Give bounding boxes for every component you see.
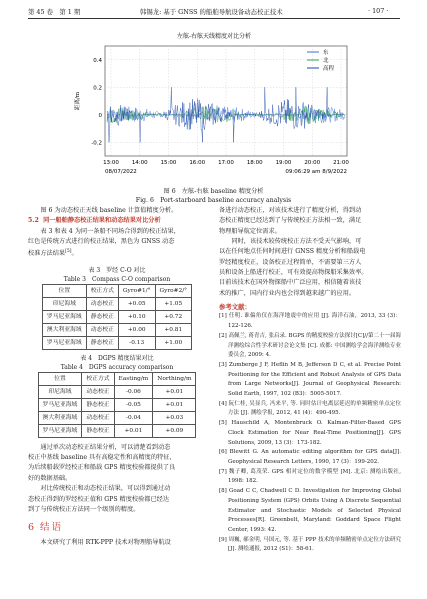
table-4 bbox=[38, 372, 197, 438]
table-cell: +0.81 bbox=[155, 323, 192, 336]
paragraph-comparison bbox=[28, 484, 206, 515]
table-header-row bbox=[42, 284, 191, 297]
table-cell: 印尼海域 bbox=[38, 385, 82, 398]
reference-item: [6] Blewitt G. An automatic editing algorithm for GPS data[J]. Geophysical Research Letters, 1990, 17 (3)：199-202. bbox=[219, 449, 401, 465]
reference-item: [4] 阮仁桂, 吴显兵, 冯来平, 等. 同时估计电离层延迟的单频精密单点定位方法 [J]. 测绘学报, 2012, 41 (4)：490-495. bbox=[219, 400, 401, 417]
table-header-row bbox=[38, 372, 196, 385]
column-header: Northing/m bbox=[153, 372, 196, 385]
table-row bbox=[38, 398, 196, 411]
reference-list bbox=[219, 312, 401, 555]
x-tick-label: 21:00 bbox=[333, 160, 349, 166]
y-tick-label: 0.2 bbox=[93, 85, 102, 92]
header-volume: 第 45 卷 第 1 期 bbox=[28, 8, 81, 16]
section-title: 同一船舶静态校正结果和动态结果对比分析 bbox=[43, 217, 161, 225]
table-row bbox=[38, 424, 196, 437]
table-4-caption-cn: 表 4 DGPS 精度结果对比 bbox=[80, 354, 154, 362]
text-line: 到了与传统校正方法同一个级别的精度。 bbox=[28, 505, 140, 513]
text-line: 校准方法结果 bbox=[28, 250, 66, 258]
text-line: 态校正得到的罗经校正值和 GPS 精度校验都已经达 bbox=[28, 495, 170, 503]
column-header: 位置 bbox=[38, 372, 82, 385]
table-cell: +0.01 bbox=[114, 424, 153, 437]
paragraph-fig6-note: 图 6 为动态校正天线 baseline 计算值精度分析。 bbox=[40, 207, 178, 214]
x-tick-label: 18:00 bbox=[246, 160, 263, 166]
section-number: 5.2 bbox=[28, 217, 39, 225]
right-column bbox=[219, 206, 401, 555]
table-cell: +0.00 bbox=[118, 323, 155, 336]
legend-label: 北 bbox=[323, 58, 329, 64]
table-cell: 静态校正 bbox=[82, 398, 114, 411]
x-tick-label: 14:00 bbox=[131, 160, 148, 166]
reference-item: [2] 高佩兰, 蒋青吉, 张启录. BGPS 的精度校验方法探讨[C]//第二十一届海洋测绘综合性学术研讨会论文集 [C]. 成都: 中国测绘学会海洋测绘专业委员会, 2009: 4. bbox=[219, 332, 401, 359]
x-tick-label: 17:00 bbox=[218, 160, 234, 166]
text-line: 好的数据基础。 bbox=[28, 474, 72, 482]
text-line: 同时，该技术较传统校正方法不受天气影响，可 bbox=[231, 238, 362, 246]
x-tick-label: 15:00 bbox=[160, 160, 177, 166]
table-cell: 动态校正 bbox=[82, 385, 114, 398]
table-cell: +0.09 bbox=[153, 424, 196, 437]
table-4-caption-en: Table 4 DGPS accuracy comparison bbox=[60, 363, 174, 371]
table-cell: +1.05 bbox=[155, 297, 192, 310]
paragraph-advantages bbox=[219, 237, 401, 299]
table-cell: 静态校正 bbox=[82, 424, 114, 437]
header-rule bbox=[28, 18, 400, 19]
column-header: Gyro#2/° bbox=[155, 284, 192, 297]
text-line: 态校正精度已经达到了与传统校正方法相一致，满足 bbox=[219, 217, 362, 225]
section-5-2-heading bbox=[28, 216, 206, 226]
header-title: 韩锡龙: 基于 GNSS 的船舶导航设备动态校正技术 bbox=[140, 8, 283, 16]
y-axis-label: 距离/m bbox=[75, 91, 81, 111]
table-cell: 澳大利亚海域 bbox=[38, 411, 82, 424]
reference-item: [3] Zumberge J F, Heflin M B, Jefferson D C, et al. Precise Point Positioning for the Efficient and Robust Analysis of GPS Data from Large Networks[J]. Journal of Geophysical Research: Solid Earth, 1997, 102 (B3)：5005-5017. bbox=[219, 361, 401, 398]
table-row bbox=[42, 336, 191, 349]
chart-title: 左舷-右舷天线精度对比分析 bbox=[176, 33, 252, 40]
text-line: 术的推广，国内行业内也会得到越来越广的应用。 bbox=[219, 289, 356, 297]
left-column bbox=[28, 206, 206, 549]
column-header: 校正方式 bbox=[82, 372, 114, 385]
y-tick-label: 0.4 bbox=[93, 57, 102, 64]
x-tick-label: 13:00 bbox=[103, 160, 119, 166]
x-tick-label: 19:00 bbox=[275, 160, 292, 166]
table-cell: 澳大利亚海域 bbox=[42, 323, 86, 336]
table-cell: +0.01 bbox=[153, 398, 196, 411]
table-cell: 动态校正 bbox=[82, 411, 114, 424]
reference-item: [5] Hauschild A, Montenbruck O. Kalman-Filter-Based GPS Clock Estimation for Near Real-Time Positioning[J]. GPS Solutions, 2009, 13 (3)：173-182. bbox=[219, 420, 401, 446]
y-tick-label: 0 bbox=[98, 112, 102, 119]
text-line: 为后续船载罗经校正和船载 GPS 精度校验都提供了良 bbox=[28, 464, 176, 472]
header-page-number: · 107 · bbox=[368, 7, 389, 15]
x-tick-label: 16:00 bbox=[189, 160, 206, 166]
baseline-accuracy-chart bbox=[71, 28, 357, 184]
text-line: 目前该技术在国外物探船中广泛应用，相信随着该技 bbox=[219, 279, 362, 287]
column-header: Easting/m bbox=[114, 372, 153, 385]
figure-caption-cn: 图 6 左舷-右舷 baseline 精度分析 bbox=[163, 188, 264, 195]
start-date: 08/07/2022 bbox=[105, 169, 137, 175]
paragraph-conclusion-cont bbox=[219, 206, 401, 237]
text-line: 备进行动态校正，对该技术进行了精度分析，得到动 bbox=[219, 207, 362, 214]
table-cell: 印尼海域 bbox=[42, 297, 86, 310]
reference-item: [1] 任明. 谁偏角仅在海洋地震中的应用 [J]. 海洋石油，2013, 33 (3)：122-126. bbox=[219, 313, 401, 330]
paragraph-single-calibration bbox=[28, 443, 206, 484]
table-cell: -0.13 bbox=[118, 336, 155, 349]
reference-item: [9] 周巍, 郝金明, 马国元, 等. 基于 PPP 技术的单频精密单点定位方法研究 [J]. 测绘通报, 2012 (S1)：58-61. bbox=[219, 536, 401, 553]
reference-item: [8] Goad C C, Chadwell C D. Investigation for Improving Global Positioning System (GPS) Orbits Using A Discrete Sequential Estimator and Stochastic Models of Selected Physical Processes[R]. Greenbelt, Maryland: Goddard Space Flight Center, 1993: 42. bbox=[219, 488, 401, 533]
table-cell: -0.06 bbox=[114, 385, 153, 398]
table-cell: -0.05 bbox=[114, 398, 153, 411]
reference-item: [7] 魏子卿, 葛茂荣. GPS 相对定位的数学模型 [M]. 北京: 测绘出版社, 1998: 182. bbox=[219, 468, 401, 485]
column-header: Gyro#1/° bbox=[118, 284, 155, 297]
table-cell: 罗马尼亚海域 bbox=[42, 310, 86, 323]
table-cell: -0.04 bbox=[114, 411, 153, 424]
paragraph-line: 红色是传统方式进行的校正结果，黑色为 GNSS 动态 bbox=[28, 238, 175, 246]
text-line: 通过单次动态校正结果分析，可以清楚看到动态 bbox=[40, 443, 171, 451]
table-cell: +1.00 bbox=[155, 336, 192, 349]
table-3-caption-cn: 表 3 罗经 C-O 对比 bbox=[88, 266, 146, 274]
table-cell: +0.05 bbox=[118, 297, 155, 310]
paragraph-line bbox=[28, 247, 206, 259]
section-title: 结语 bbox=[39, 522, 63, 534]
figure-caption-en: Fig. 6 Port-starboard baseline accuracy analysis bbox=[135, 197, 292, 204]
paragraph-tables-intro bbox=[28, 227, 206, 237]
table-row bbox=[42, 310, 191, 323]
column-header: 位置 bbox=[42, 284, 86, 297]
section-number: 6 bbox=[28, 522, 37, 534]
table-3 bbox=[42, 284, 192, 350]
table-cell: 动态校正 bbox=[86, 297, 118, 310]
table-cell: 罗马尼亚海域 bbox=[42, 336, 86, 349]
text-line: 以在任何地点任何时间进行 GNSS 精度分析和船载电 bbox=[219, 248, 366, 256]
paragraph-conclusion: 本文研究了利用 RTK-PPP 技术对物理船导航设 bbox=[40, 539, 171, 547]
legend-label: 高程 bbox=[323, 66, 335, 72]
text-line: 对比传统校正和动态校正结果，可以得到通过动 bbox=[40, 485, 171, 493]
table-row bbox=[42, 297, 191, 310]
text-line: 物理船导航定位需求。 bbox=[219, 227, 281, 235]
text-line: 表 3 和表 4 为同一条船不同场合得到的校正结果， bbox=[40, 227, 180, 235]
table-row bbox=[42, 323, 191, 336]
y-tick-label: -0.2 bbox=[91, 140, 102, 147]
table-cell: +0.01 bbox=[153, 385, 196, 398]
text-line: 罗经精度校正，设备校正过程简单，不需要第三方人 bbox=[219, 258, 362, 266]
end-date: 09:06:29 am 8/9/2022 bbox=[285, 169, 347, 175]
text-line: 员和设备上船进行校正，可有效提高物探船采集效率。 bbox=[219, 269, 368, 277]
figure-6 bbox=[71, 28, 357, 184]
table-3-caption-en: Table 3 Compass C-O comparison bbox=[63, 275, 171, 283]
table-cell: +0.03 bbox=[153, 411, 196, 424]
table-row bbox=[38, 385, 196, 398]
table-cell: 动态校正 bbox=[86, 323, 118, 336]
citation: [5] bbox=[65, 249, 72, 255]
text-line: 。 bbox=[71, 250, 78, 258]
table-cell: 静态校正 bbox=[86, 336, 118, 349]
table-cell: +0.10 bbox=[118, 310, 155, 323]
column-header: 校正方式 bbox=[86, 284, 118, 297]
table-cell: +0.72 bbox=[155, 310, 192, 323]
text-line: 校正中基线 baseline 具有高稳定性和高精度的特征， bbox=[28, 454, 176, 462]
legend-label: 东 bbox=[323, 50, 329, 56]
references-heading: 参考文献： bbox=[219, 303, 251, 312]
table-cell: 罗马尼亚海域 bbox=[38, 424, 82, 437]
table-cell: 静态校正 bbox=[86, 310, 118, 323]
table-row bbox=[38, 411, 196, 424]
table-cell: 罗马尼亚海域 bbox=[38, 398, 82, 411]
x-tick-label: 20:00 bbox=[304, 160, 321, 166]
section-6-heading bbox=[28, 519, 206, 538]
